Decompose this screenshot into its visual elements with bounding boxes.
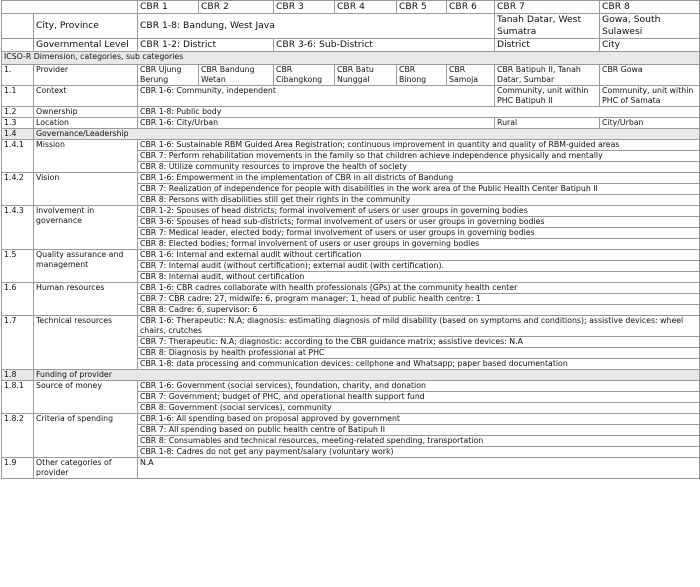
row-label: Provider bbox=[34, 65, 138, 86]
row-num: 1.8 bbox=[2, 370, 34, 381]
provider-name-1: CBR Ujung Berung bbox=[138, 65, 199, 86]
money-line-1: CBR 1-6: Government (social services), foundation, charity, and donation bbox=[138, 381, 700, 392]
row-label: Ownership bbox=[34, 107, 138, 118]
row-num: 1.3 bbox=[2, 118, 34, 129]
quality-line-1: CBR 1-6: Internal and external audit without certification bbox=[138, 250, 700, 261]
gov-1-2: CBR 1-2: District bbox=[138, 39, 274, 52]
gov-3-6: CBR 3-6: Sub-District bbox=[274, 39, 495, 52]
technical-line-3: CBR 8: Diagnosis by health professional at PHC bbox=[138, 348, 700, 359]
gov-row bbox=[2, 39, 700, 52]
provider-characteristics-table bbox=[1, 0, 700, 479]
human-line-3: CBR 8: Cadre: 6, supervisor: 6 bbox=[138, 305, 700, 316]
context-8: Community, unit within PHC of Samata bbox=[600, 86, 700, 107]
human-line-1: CBR 1-6: CBR cadres collaborate with health professionals (GPs) at the community health center bbox=[138, 283, 700, 294]
involvement-line-4: CBR 8: Elected bodies; formal involvement of users or user groups in governing bodies bbox=[138, 239, 700, 250]
row-label: Other categories of provider bbox=[34, 458, 138, 479]
header-cbr-4: CBR 4 bbox=[335, 1, 397, 14]
mission-row bbox=[2, 140, 700, 151]
vision-line-3: CBR 8: Persons with disabilities still get their rights in the community bbox=[138, 195, 700, 206]
row-num: 1.4.2 bbox=[2, 173, 34, 206]
row-num: 1.2 bbox=[2, 107, 34, 118]
other-row bbox=[2, 458, 700, 479]
technical-line-4: CBR 1-8: data processing and communication devices: cellphone and Whatsapp; paper based documentation bbox=[138, 359, 700, 370]
mission-line-2: CBR 7: Perform rehabilitation movements in the family so that children achieve independence physically and mentally bbox=[138, 151, 700, 162]
other-value: N.A bbox=[138, 458, 700, 479]
city-8: Gowa, South Sulawesi bbox=[600, 14, 700, 39]
involvement-line-3: CBR 7: Medical leader, elected body; formal involvement of users or user groups in governing bodies bbox=[138, 228, 700, 239]
provider-row bbox=[2, 65, 700, 86]
mission-line-1: CBR 1-6: Sustainable RBM Guided Area Registration; continuous improvement in quantity and quality of RBM-guided areas bbox=[138, 140, 700, 151]
technical-row bbox=[2, 316, 700, 337]
provider-name-3: CBR Cibangkong bbox=[274, 65, 335, 86]
spending-line-1: CBR 1-6: All spending based on proposal approved by government bbox=[138, 414, 700, 425]
row-label: Location bbox=[34, 118, 138, 129]
funding-row bbox=[2, 370, 700, 381]
gov-8: City bbox=[600, 39, 700, 52]
row-num: 1.1 bbox=[2, 86, 34, 107]
provider-name-6: CBR Samoja bbox=[447, 65, 495, 86]
technical-line-2: CBR 7: Therapeutic: N.A; diagnostic: according to the CBR guidance matrix; assistive devices: N.A bbox=[138, 337, 700, 348]
involvement-line-2: CBR 3-6: Spouses of head sub-districts; formal involvement of users or user groups in governing bodies bbox=[138, 217, 700, 228]
row-label: Human resources bbox=[34, 283, 138, 316]
money-row bbox=[2, 381, 700, 392]
money-line-2: CBR 7: Government; budget of PHC, and operational health support fund bbox=[138, 392, 700, 403]
row-num: 1.8.2 bbox=[2, 414, 34, 458]
row-label: Criteria of spending bbox=[34, 414, 138, 458]
row-num: 1.4.1 bbox=[2, 140, 34, 173]
dimension-title-row bbox=[2, 52, 700, 65]
city-num bbox=[2, 14, 34, 39]
header-cbr-5: CBR 5 bbox=[397, 1, 447, 14]
money-line-3: CBR 8: Government (social services), community bbox=[138, 403, 700, 414]
location-1-6: CBR 1-6: City/Urban bbox=[138, 118, 495, 129]
provider-name-4: CBR Batu Nunggal bbox=[335, 65, 397, 86]
header-blank bbox=[2, 1, 138, 14]
gov-7: District bbox=[495, 39, 600, 52]
header-cbr-3: CBR 3 bbox=[274, 1, 335, 14]
header-cbr-8: CBR 8 bbox=[600, 1, 700, 14]
ownership-value: CBR 1-8: Public body bbox=[138, 107, 700, 118]
human-row bbox=[2, 283, 700, 294]
city-7: Tanah Datar, West Sumatra bbox=[495, 14, 600, 39]
human-line-2: CBR 7: CBR cadre: 27, midwife: 6, program manager: 1, head of public health centre: 1 bbox=[138, 294, 700, 305]
provider-name-7: CBR Batipuh II, Tanah Datar, Sumbar bbox=[495, 65, 600, 86]
row-label: Mission bbox=[34, 140, 138, 173]
provider-name-2: CBR Bandung Wetan bbox=[199, 65, 274, 86]
dimension-title: ICSO-R Dimension, categories, sub categories bbox=[2, 52, 700, 65]
header-cbr-6: CBR 6 bbox=[447, 1, 495, 14]
city-label: City, Province bbox=[34, 14, 138, 39]
gov-num bbox=[2, 39, 34, 52]
spending-line-3: CBR 8: Consumables and technical resources, meeting-related spending, transportation bbox=[138, 436, 700, 447]
vision-row bbox=[2, 173, 700, 184]
row-label: Vision bbox=[34, 173, 138, 206]
section-label: Governance/Leadership bbox=[34, 129, 700, 140]
mission-line-3: CBR 8: Utilize community resources to improve the health of society bbox=[138, 162, 700, 173]
context-1-6: CBR 1-6: Community, independent bbox=[138, 86, 495, 107]
city-1-6: CBR 1-8: Bandung, West Java bbox=[138, 14, 495, 39]
header-cbr-2: CBR 2 bbox=[199, 1, 274, 14]
provider-name-5: CBR Binong bbox=[397, 65, 447, 86]
row-num: 1.8.1 bbox=[2, 381, 34, 414]
location-8: City/Urban bbox=[600, 118, 700, 129]
row-num: 1.9 bbox=[2, 458, 34, 479]
vision-line-2: CBR 7: Realization of independence for people with disabilities in the work area of the Public Health Center Batipuh II bbox=[138, 184, 700, 195]
spending-line-4: CBR 1-8: Cadres do not get any payment/salary (voluntary work) bbox=[138, 447, 700, 458]
context-7: Community, unit within PHC Batipuh II bbox=[495, 86, 600, 107]
row-num: 1. bbox=[2, 65, 34, 86]
technical-line-1: CBR 1-6: Therapeutic: N.A; diagnosis: estimating diagnosis of mild disability (based on symptoms and conditions); assistive devices: wheel chairs, crutches bbox=[138, 316, 700, 337]
row-num: 1.5 bbox=[2, 250, 34, 283]
row-num: 1.4 bbox=[2, 129, 34, 140]
row-label: Involvement in governance bbox=[34, 206, 138, 250]
quality-row bbox=[2, 250, 700, 261]
governance-row bbox=[2, 129, 700, 140]
location-7: Rural bbox=[495, 118, 600, 129]
quality-line-2: CBR 7: Internal audit (without certification); external audit (with certification). bbox=[138, 261, 700, 272]
ownership-row bbox=[2, 107, 700, 118]
spending-line-2: CBR 7: All spending based on public health centre of Batipuh II bbox=[138, 425, 700, 436]
row-num: 1.7 bbox=[2, 316, 34, 370]
spending-row bbox=[2, 414, 700, 425]
row-label: Quality assurance and management bbox=[34, 250, 138, 283]
header-cbr-7: CBR 7 bbox=[495, 1, 600, 14]
header-cbr-1: CBR 1 bbox=[138, 1, 199, 14]
city-row bbox=[2, 14, 700, 39]
row-num: 1.4.3 bbox=[2, 206, 34, 250]
section-label: Funding of provider bbox=[34, 370, 700, 381]
involvement-line-1: CBR 1-2: Spouses of head districts; formal involvement of users or user groups in governing bodies bbox=[138, 206, 700, 217]
location-row bbox=[2, 118, 700, 129]
gov-label: Governmental Level bbox=[34, 39, 138, 52]
quality-line-3: CBR 8: Internal audit, without certification bbox=[138, 272, 700, 283]
vision-line-1: CBR 1-6: Empowerment in the implementation of CBR in all districts of Bandung bbox=[138, 173, 700, 184]
row-num: 1.6 bbox=[2, 283, 34, 316]
provider-name-8: CBR Gowa bbox=[600, 65, 700, 86]
header-row bbox=[2, 1, 700, 14]
row-label: Source of money bbox=[34, 381, 138, 414]
row-label: Context bbox=[34, 86, 138, 107]
context-row bbox=[2, 86, 700, 107]
involvement-row bbox=[2, 206, 700, 217]
row-label: Technical resources bbox=[34, 316, 138, 370]
